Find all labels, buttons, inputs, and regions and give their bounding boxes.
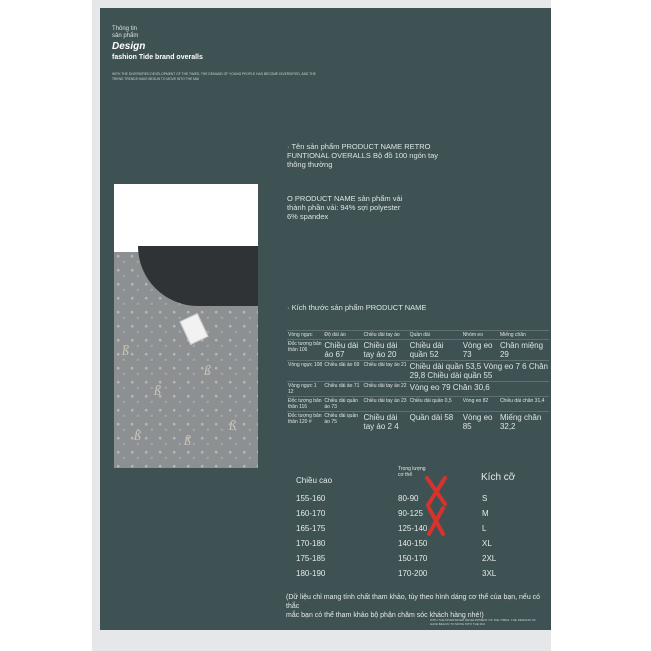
disclaimer-line2: mắc bạn có thể tham khảo bộ phận chăm sóc khách hàng nhé!): [286, 612, 484, 619]
size-measurement-table: [287, 330, 549, 432]
height-header: Chiều cao: [296, 476, 333, 485]
product-name-line2: FUNTIONAL OVERALLS Bộ đồ 100 ngón tay: [287, 151, 439, 160]
table-cell: Chiều dài tay áo 21: [363, 361, 409, 382]
table-cell: Chiều dài tay áo 20: [363, 340, 409, 361]
section-label: [112, 26, 138, 40]
table-cell: Vòng ngực 108: [287, 361, 323, 382]
disclaimer-line1: (Dữ liệu chỉ mang tính chất tham khảo, tùy theo hình dáng cơ thể của bạn, nếu có thắc: [286, 594, 541, 610]
table-cell: Nhóm eo: [462, 331, 499, 340]
table-cell: Chiều dài áo 69: [323, 361, 362, 382]
table-cell: Đốc tượng bản thân 116: [288, 398, 322, 410]
table-cell: Chiều dài quần 0,5: [409, 397, 462, 412]
red-x-mark-icon: [423, 474, 449, 538]
table-cell: Vòng eo 85: [462, 412, 499, 433]
size-header: Kích cỡ: [481, 472, 516, 483]
table-cell: Chiều dài tay áo 23: [363, 397, 409, 412]
weight-header: Trọng lượng cơ thể: [398, 466, 426, 478]
section-label-line2: sản phẩm: [112, 33, 139, 39]
table-cell: Chân miệng 29: [499, 340, 549, 361]
tagline-line1: WITH THE DIVERSIFIED DEVELOPMENT OF THE TIMES, THE DEMAND OF YOUNG PEOPLE HAS BECOME DIVERSIFIED, AND THE: [112, 72, 316, 76]
size-chart-row: [292, 569, 512, 581]
footer-tagline-line1: WITH THE DIVERSIFIED DEVELOPMENT OF THE TIMES, THE DEMAND OF: [430, 618, 536, 622]
table-cell: Quần dài 58: [409, 412, 462, 433]
table-row: [287, 382, 549, 397]
size-value: 3XL: [482, 569, 497, 578]
weight-value: 125-140: [398, 524, 428, 533]
table-row: [287, 412, 549, 433]
weight-value: 140-150: [398, 539, 428, 548]
table-cell-text: Chiều dài quần 53,5 Vòng eo 7: [409, 362, 520, 371]
weight-value: 170-200: [398, 569, 428, 578]
table-cell: Vòng ngực 1 12: [287, 382, 323, 397]
monogram-pattern: ß: [184, 434, 191, 449]
product-photo: [114, 184, 258, 468]
footer-tagline-line2: HAVE BEGUN TO MOVE INTO THE MAI: [430, 622, 485, 626]
size-value: 2XL: [482, 554, 497, 563]
table-cell: Vòng eo 73: [462, 340, 499, 361]
table-cell: Chiều dài tay áo 22: [363, 382, 409, 397]
product-name-line3: thông thường: [287, 160, 333, 169]
brand-tagline: [112, 72, 316, 81]
monogram-pattern: ß: [204, 364, 211, 379]
table-row: [287, 397, 549, 412]
table-cell: Vòng eo 82: [462, 397, 499, 412]
height-value: 160-170: [296, 509, 326, 518]
table-cell: Chiều dài áo 71: [323, 382, 362, 397]
size-value: L: [482, 524, 487, 533]
table-row: [287, 361, 549, 382]
brand-subtitle: fashion Tide brand overalls: [112, 54, 203, 61]
product-name-line1: · Tên sản phẩm PRODUCT NAME RETRO: [287, 142, 431, 151]
monogram-pattern: ß: [122, 344, 129, 359]
size-value: S: [482, 494, 488, 503]
material-line1: O PRODUCT NAME sản phẩm vải: [287, 194, 403, 203]
size-chart-row: [292, 539, 512, 551]
size-value: M: [482, 509, 489, 518]
product-name-block: [287, 142, 438, 169]
height-value: 170-180: [296, 539, 326, 548]
table-cell: Chiều dài chân 31,4: [499, 397, 549, 412]
table-cell: Chiều dài quần áo 75: [323, 412, 362, 433]
weight-value: 150-170: [398, 554, 428, 563]
footer-tagline: [430, 618, 536, 626]
height-value: 155-160: [296, 494, 326, 503]
material-line3: 6% spandex: [287, 212, 329, 221]
weight-value: 90-125: [398, 509, 423, 518]
table-cell: Độ dài áo: [323, 331, 362, 340]
table-cell: [409, 361, 549, 382]
size-chart-row: [292, 494, 512, 506]
table-row: [287, 331, 549, 340]
table-cell: Vòng ngực: [287, 331, 323, 340]
size-heading: · Kích thước sản phẩm PRODUCT NAME: [287, 303, 427, 312]
disclaimer-note: [286, 593, 546, 620]
weight-value: 80-90: [398, 494, 419, 503]
table-cell: Chiều dài tay áo 2 4: [363, 412, 409, 433]
table-cell: Chiều dài quần áo 73: [323, 397, 362, 412]
table-cell: Đốc tượng bản thân 120 #: [287, 412, 323, 433]
table-cell: Chiều dài tay áo: [363, 331, 409, 340]
monogram-pattern: ß: [154, 384, 161, 399]
height-value: 165-175: [296, 524, 326, 533]
material-block: [287, 194, 402, 221]
table-cell: Chiều dài áo 67: [323, 340, 362, 361]
table-row: [287, 340, 549, 361]
table-cell: Miếng chân 32,2: [499, 412, 549, 433]
monogram-pattern: ß: [229, 419, 236, 434]
table-cell: Miếng chân: [499, 331, 549, 340]
size-chart-row: [292, 509, 512, 521]
tagline-line2: TREND TRENDS HAVE BEGUN TO MOVE INTO THE MAI: [112, 76, 200, 81]
height-value: 175-185: [296, 554, 326, 563]
monogram-pattern: ß: [134, 429, 141, 444]
size-value: XL: [482, 539, 492, 548]
size-chart-row: [292, 554, 512, 566]
table-cell: Đốc tượng bản thân 106: [287, 340, 323, 361]
table-cell-text: 6 Chân 29,8 Chiều dài quần 55: [409, 362, 548, 380]
section-label-line1: Thông tin: [112, 26, 138, 32]
material-line2: thành phần vải: 94% sợi polyester: [287, 203, 401, 212]
height-value: 180-190: [296, 569, 326, 578]
product-info-panel: [100, 8, 551, 630]
table-cell: Vòng eo 79 Chân 30,6: [409, 382, 549, 397]
design-title: Design: [112, 41, 146, 52]
table-cell: Chiều dài quần 52: [409, 340, 462, 361]
size-chart-row: [292, 524, 512, 536]
table-cell: Quần dài: [409, 331, 462, 340]
